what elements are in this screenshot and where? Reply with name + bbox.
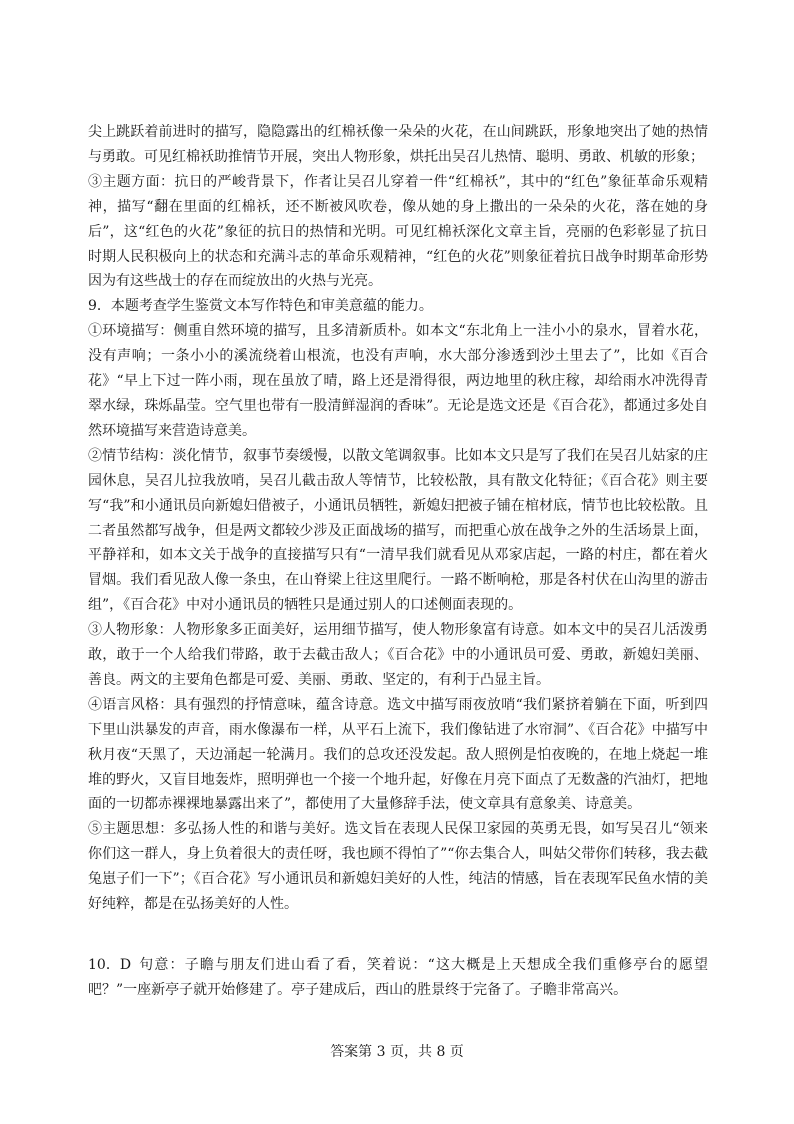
answer-paragraph: ④语言风格：具有强烈的抒情意味，蕴含诗意。选文中描写雨夜放哨“我们紧挤着躺在下面，听到四下里山洪暴发的声音，雨水像瀑布一样，从平石上流下，我们像钻进了水帘洞”、《百合花》中描写中秋月夜“天黑了，天边涌起一轮满月。我们的总攻还没发起。敌人照例是怕夜晚的，在地上烧起一堆堆的野火，又盲目地轰炸，照明弹也一个接一个地升起，好像在月亮下面点了无数盏的汽油灯，把地面的一切都赤裸裸地暴露出来了”，都使用了大量修辞手法，使文章具有意象美、诗意美。	[88, 696, 708, 813]
answer-sheet-page	[88, 120, 708, 1003]
answer-paragraph: ①环境描写：侧重自然环境的描写，且多清新质朴。如本文“东北角上一洼小小的泉水，冒着水花，没有声响；一条小小的溪流绕着山根流，也没有声响，水大部分渗透到沙土里去了”，比如《百合花》“早上下过一阵小雨，现在虽放了晴，路上还是滑得很，两边地里的秋庄稼，却给雨水冲洗得青翠水绿，珠烁晶莹。空气里也带有一股清鲜湿润的香味”。无论是选文还是《百合花》，都通过多处自然环境描写来营造诗意美。	[88, 323, 708, 439]
answer-paragraph: 尖上跳跃着前进时的描写，隐隐露出的红棉袄像一朵朵的火花，在山间跳跃，形象地突出了她的热情与勇敢。可见红棉袄助推情节开展，突出人物形象，烘托出吴召儿热情、聪明、勇敢、机敏的形象；	[88, 124, 708, 165]
section-gap	[88, 917, 708, 953]
answer-paragraph: ③人物形象：人物形象多正面美好，运用细节描写，使人物形象富有诗意。如本文中的吴召儿活泼勇敢，敢于一个人给我们带路，敢于去截击敌人；《百合花》中的小通讯员可爱、勇敢，新媳妇美丽、善良。两文的主要角色都是可爱、美丽、勇敢、坚定的，有利于凸显主旨。	[88, 622, 708, 688]
question-9-heading: 9．本题考查学生鉴赏文本写作特色和审美意蕴的能力。	[88, 298, 433, 315]
answer-paragraph: ②情节结构：淡化情节，叙事节奏缓慢，以散文笔调叙事。比如本文只是写了我们在吴召儿姑家的庄园休息，吴召儿拉我放哨，吴召儿截击敌人等情节，比较松散，具有散文化特征；《百合花》则主要写“我”和小通讯员向新媳妇借被子，小通讯员牺牲，新媳妇把被子铺在棺材底，情节也比较松散。且二者虽然都写战争，但是两文都较少涉及正面战场的描写，而把重心放在战争之外的生活场景上面，平静祥和，如本文关于战争的直接描写只有“一清早我们就看见从邓家店起，一路的村庄，都在着火冒烟。我们看见敌人像一条虫，在山脊梁上往这里爬行。一路不断响枪，那是各村伏在山沟里的游击组”，《百合花》中对小通讯员的牺牲只是通过别人的口述侧面表现的。	[88, 447, 708, 614]
question-10-text: 句意：子瞻与朋友们进山看了看，笑着说：“这大概是上天想成全我们重修亭台的愿望吧？”一座新亭子就开始修建了。亭子建成后，西山的胜景终于完备了。子瞻非常高兴。	[88, 957, 708, 998]
question-10-answer	[88, 953, 708, 1003]
question-10-number: 10．D	[88, 957, 132, 973]
page-footer: 答案第 3 页，共 8 页	[330, 1044, 464, 1060]
answer-paragraph: ⑤主题思想：多弘扬人性的和谐与美好。选文旨在表现人民保卫家园的英勇无畏，如写吴召儿“领来你们这一群人，身上负着很大的责任呀，我也顾不得怕了”“你去集合人，叫姑父带你们转移，我去截兔崽子们一下”；《百合花》写小通讯员和新媳妇美好的人性，纯洁的情感，旨在表现军民鱼水情的美好纯粹，都是在弘扬美好的人性。	[88, 821, 708, 913]
answer-paragraph: ③主题方面：抗日的严峻背景下，作者让吴召儿穿着一件“红棉袄”，其中的“红色”象征革命乐观精神，描写“翻在里面的红棉袄，还不断被风吹卷，像从她的身上撒出的一朵朵的火花，落在她的身后”，这“红色的火花”象征的抗日的热情和光明。可见红棉袄深化文章主旨，亮丽的色彩彰显了抗日时期人民积极向上的状态和充满斗志的革命乐观精神，“红色的火花”则象征着抗日战争时期革命形势因为有这些战士的存在而绽放出的火热与光亮。	[88, 173, 708, 290]
